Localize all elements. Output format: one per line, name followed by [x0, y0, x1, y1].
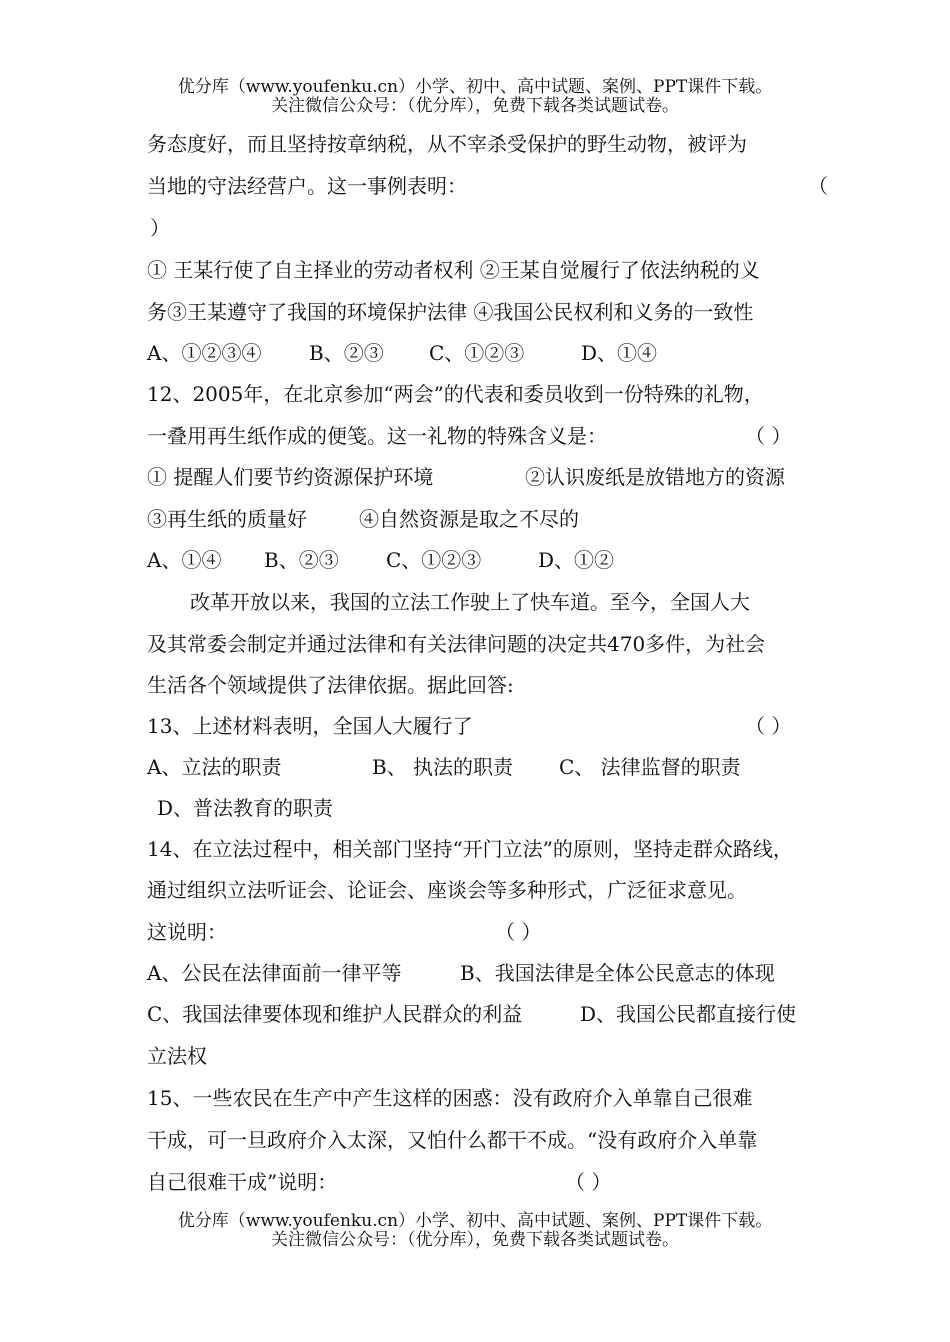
- q12-option-d: D、①②: [538, 548, 615, 572]
- material-line-3: 生活各个领域提供了法律依据。据此回答:: [147, 673, 514, 697]
- header-line-2: 关注微信公众号：（优分库），免费下载各类试题试卷。: [271, 96, 679, 116]
- q14-options-line-1: [147, 961, 775, 985]
- footer-line-1: 优分库（www.youfenku.cn）小学、初中、高中试题、案例、PPT课件下载。: [177, 1211, 773, 1231]
- q14-stem-line-1: 14、在立法过程中，相关部门坚持“开门立法”的原则，坚持走群众路线，: [147, 837, 793, 861]
- q15-stem-line-3: 自己很难干成”说明：: [147, 1170, 338, 1194]
- q14-stem-line-3: 这说明：: [147, 920, 227, 944]
- q15-stem-line-2: 干成，可一旦政府介入太深，又怕什么都干不成。“没有政府介入单靠: [147, 1128, 758, 1152]
- q11-options: [147, 341, 657, 365]
- q12-statement-line-1: [147, 465, 785, 489]
- q15-answer-paren: （ ）: [565, 1170, 612, 1194]
- q11-option-b: B、②③: [309, 341, 384, 365]
- q13-option-b: B、 执法的职责: [372, 755, 514, 779]
- q14-stem-line-2: 通过组织立法听证会、论证会、座谈会等多种形式，广泛征求意见。: [147, 878, 747, 902]
- q12-option-a: A、①④: [147, 548, 222, 572]
- q14-option-c: C、我国法律要体现和维护人民群众的利益: [147, 1002, 523, 1026]
- q11-option-a: A、①②③④: [147, 341, 262, 365]
- q14-option-d: D、我国公民都直接行使: [580, 1002, 797, 1026]
- q12-statement-1: ① 提醒人们要节约资源保护环境: [147, 465, 434, 489]
- q12-options: [147, 548, 614, 572]
- q11-answer-paren-open: （: [808, 174, 828, 198]
- q13-option-c: C、 法律监督的职责: [559, 755, 741, 779]
- q14-options-line-2: [147, 1002, 796, 1026]
- q15-stem-line-1: 15、一些农民在生产中产生这样的困惑：没有政府介入单靠自己很难: [147, 1086, 753, 1110]
- q11-continuation-line-2: 当地的守法经营户。这一事例表明：: [147, 174, 467, 198]
- q12-stem-line-1: 12、2005年，在北京参加“两会”的代表和委员收到一份特殊的礼物，: [147, 382, 764, 406]
- q12-statement-4: ④自然资源是取之不尽的: [359, 507, 579, 531]
- q13-stem: 13、上述材料表明，全国人大履行了: [147, 714, 473, 738]
- q14-option-a: A、公民在法律面前一律平等: [147, 961, 402, 985]
- q13-option-d: D、普法教育的职责: [157, 796, 334, 820]
- q13-options: [147, 755, 741, 779]
- q12-statement-2: ②认识废纸是放错地方的资源: [525, 465, 785, 489]
- q12-answer-paren: （ ）: [745, 424, 792, 448]
- page-header: [0, 78, 950, 116]
- q12-option-c: C、①②③: [386, 548, 482, 572]
- q11-statement-line-1: ① 王某行使了自主择业的劳动者权利 ②王某自觉履行了依法纳税的义: [147, 258, 760, 282]
- q11-continuation-line-1: 务态度好，而且坚持按章纳税，从不宰杀受保护的野生动物，被评为: [147, 132, 747, 156]
- q14-option-d-continuation: 立法权: [147, 1044, 207, 1068]
- q11-statement-line-2: 务③王某遵守了我国的环境保护法律 ④我国公民权利和义务的一致性: [147, 300, 754, 324]
- page-footer: [0, 1212, 950, 1250]
- q11-option-d: D、①④: [581, 341, 658, 365]
- q11-option-c: C、①②③: [429, 341, 525, 365]
- material-line-2: 及其常委会制定并通过法律和有关法律问题的决定共470多件，为社会: [147, 632, 766, 656]
- q14-option-b: B、我国法律是全体公民意志的体现: [460, 961, 775, 985]
- header-line-1: 优分库（www.youfenku.cn）小学、初中、高中试题、案例、PPT课件下载。: [177, 77, 773, 97]
- q13-answer-paren: （ ）: [745, 714, 792, 738]
- q14-answer-paren: （ ）: [495, 920, 542, 944]
- footer-line-2: 关注微信公众号：（优分库），免费下载各类试题试卷。: [271, 1230, 679, 1250]
- q11-answer-paren-close: ）: [150, 216, 170, 240]
- material-line-1: 改革开放以来，我国的立法工作驶上了快车道。至今，全国人大: [190, 590, 750, 614]
- q12-statement-3: ③再生纸的质量好: [147, 507, 307, 531]
- q13-option-a: A、立法的职责: [147, 755, 282, 779]
- q12-stem-line-2: 一叠用再生纸作成的便笺。这一礼物的特殊含义是：: [147, 424, 607, 448]
- q12-option-b: B、②③: [264, 548, 339, 572]
- q12-statement-line-2: [147, 507, 579, 531]
